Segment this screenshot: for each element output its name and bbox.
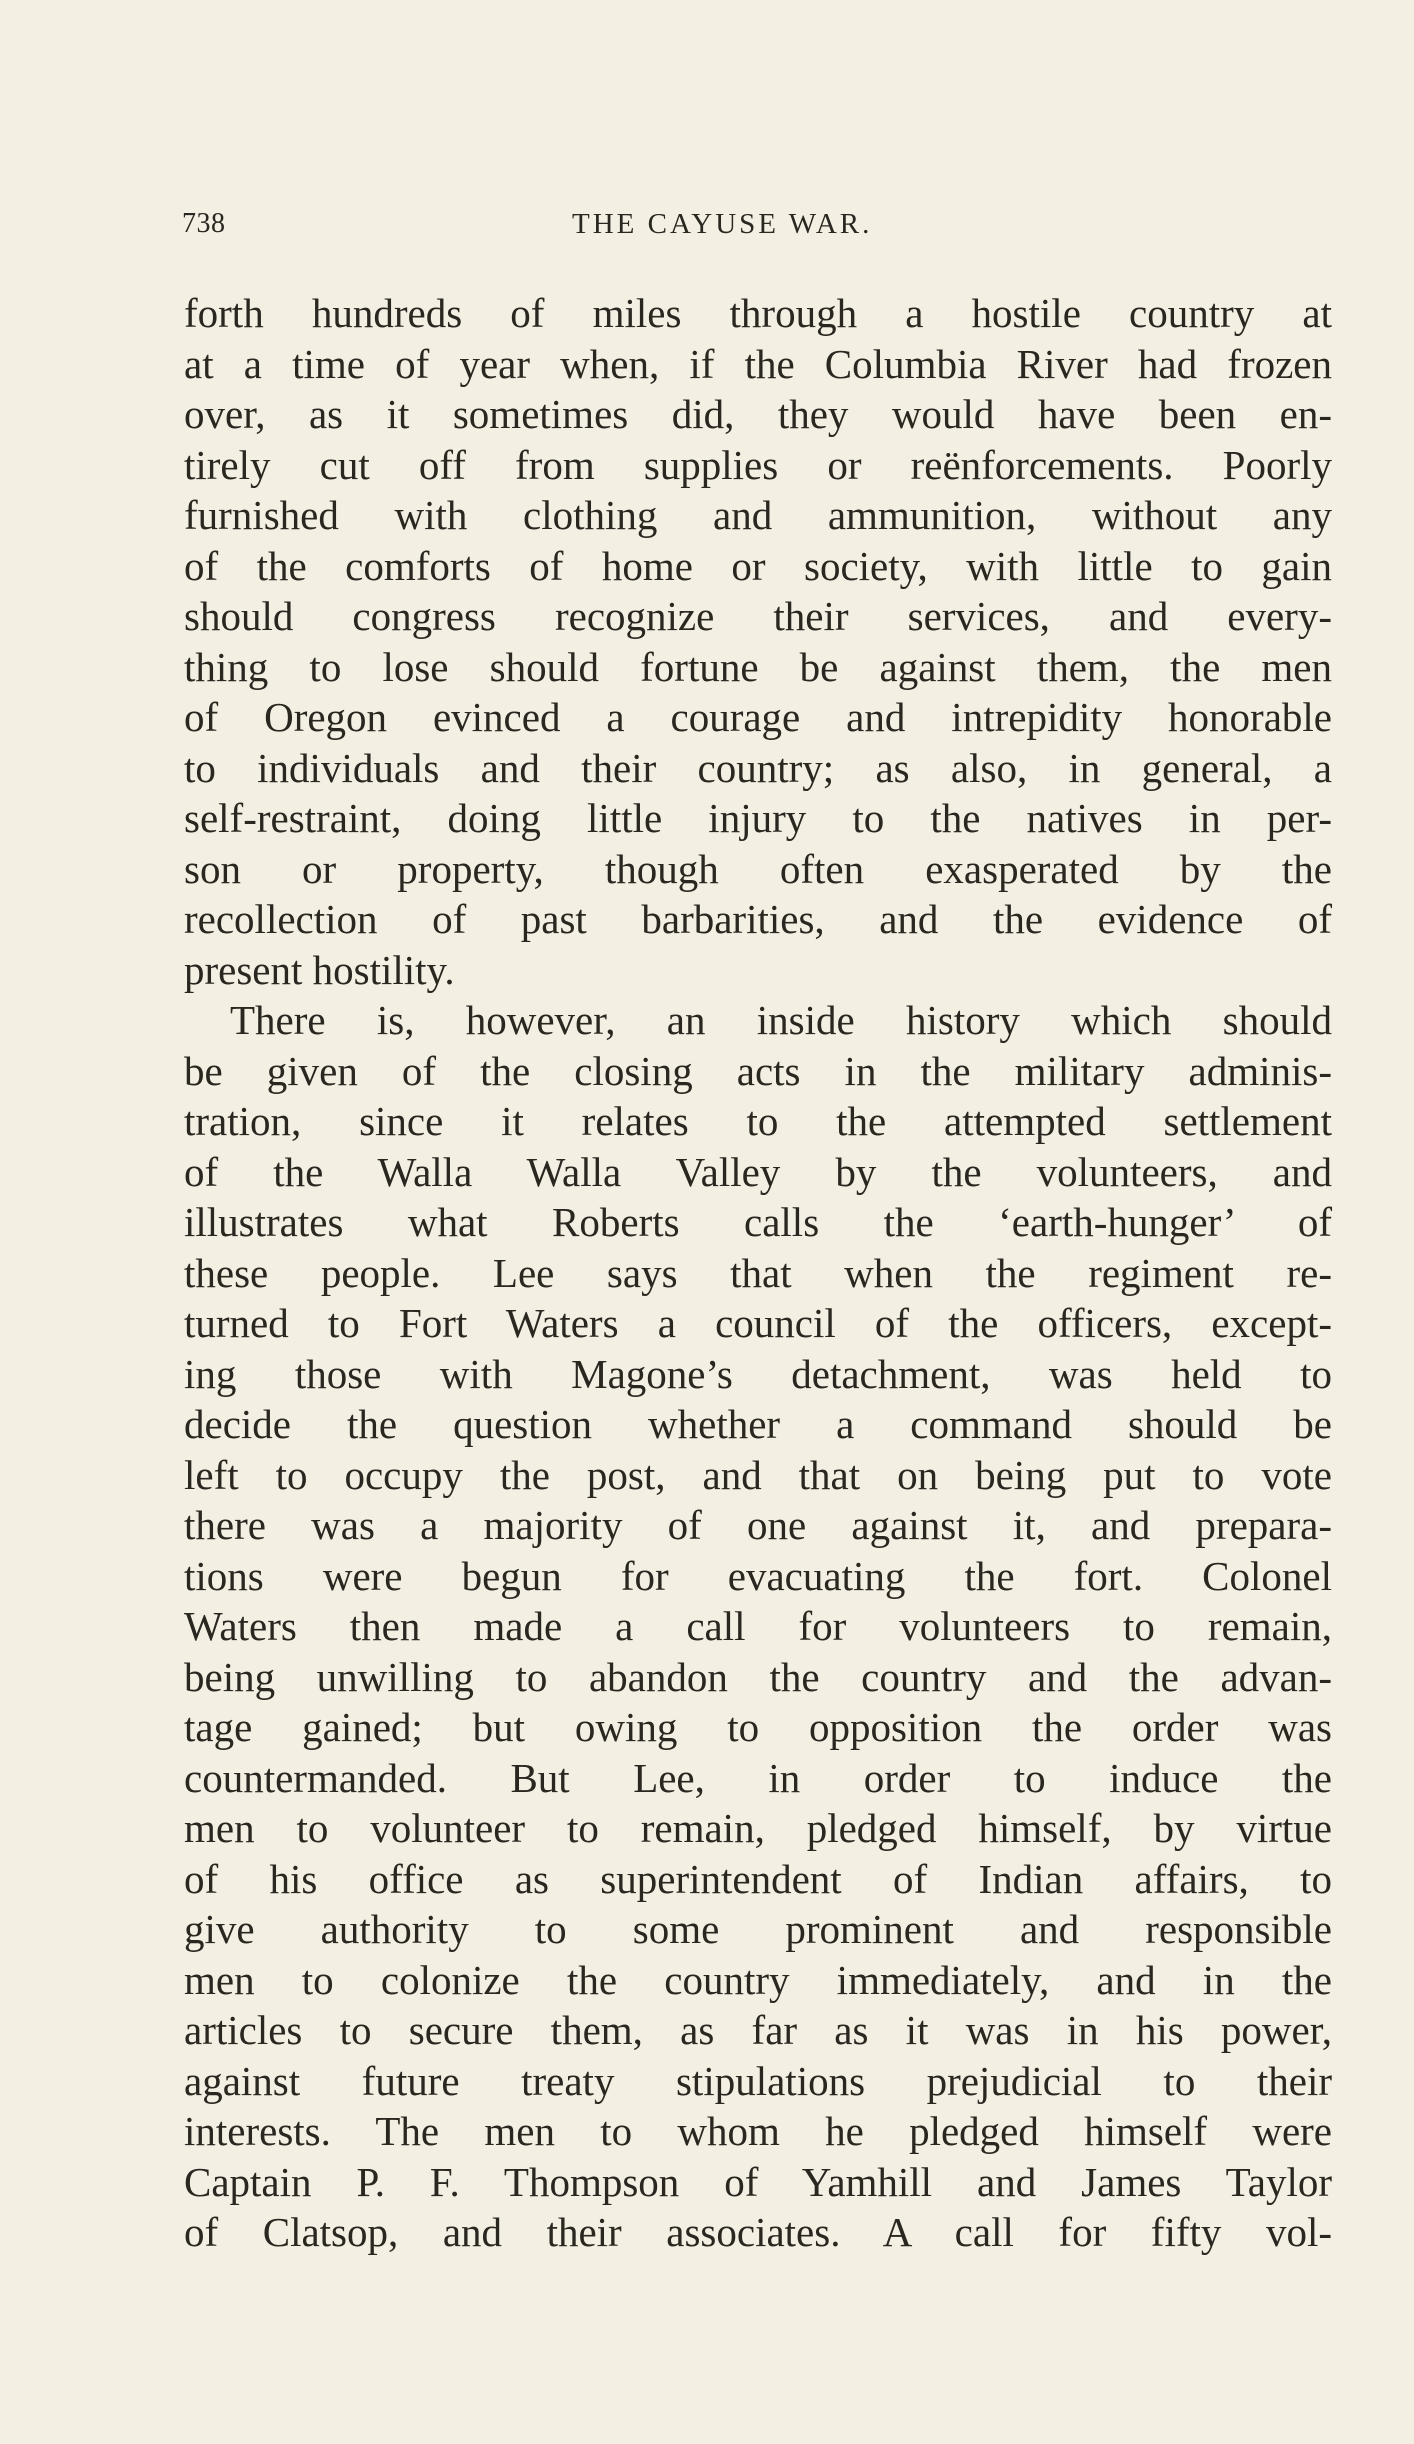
text-line: Waters then made a call for volunteers to remain,: [184, 1603, 1332, 1649]
text-line: over, as it sometimes did, they would have been en-: [184, 391, 1332, 437]
text-line: recollection of past barbarities, and the evidence of: [184, 896, 1332, 942]
text-line: men to volunteer to remain, pledged himself, by virtue: [184, 1805, 1332, 1851]
text-line: of the comforts of home or society, with little to gain: [184, 542, 1332, 589]
text-line: tirely cut off from supplies or reënforcements. Poorly: [184, 441, 1332, 488]
text-line: be given of the closing acts in the military adminis-: [184, 1047, 1332, 1094]
text-line: to individuals and their country; as also, in general, a: [184, 744, 1332, 791]
text-line: men to colonize the country immediately, and in the: [184, 1956, 1332, 2003]
text-line: self-restraint, doing little injury to the natives in per-: [184, 795, 1332, 841]
text-line: interests. The men to whom he pledged himself were: [184, 2108, 1332, 2154]
text-line: turned to Fort Waters a council of the officers, except-: [184, 1300, 1332, 1346]
page-header: [182, 208, 1332, 248]
text-line: against future treaty stipulations prejudicial to their: [184, 2057, 1332, 2104]
text-line: thing to lose should fortune be against them, the men: [184, 643, 1332, 690]
text-line: of the Walla Walla Valley by the volunteers, and: [184, 1148, 1332, 1195]
text-line: left to occupy the post, and that on being put to vote: [184, 1451, 1332, 1498]
text-line: there was a majority of one against it, and prepara-: [184, 1502, 1332, 1548]
text-line: being unwilling to abandon the country and the advan-: [184, 1653, 1332, 1700]
text-line: tration, since it relates to the attempted settlement: [184, 1098, 1332, 1144]
text-line: tage gained; but owing to opposition the order was: [184, 1704, 1332, 1750]
text-line: Captain P. F. Thompson of Yamhill and James Taylor: [184, 2158, 1332, 2205]
text-line: of Clatsop, and their associates. A call for fifty vol-: [184, 2209, 1332, 2255]
text-line: of Oregon evinced a courage and intrepidity honorable: [184, 694, 1332, 740]
text-line: illustrates what Roberts calls the ‘earth-hunger’ of: [184, 1199, 1332, 1245]
text-line: should congress recognize their services, and every-: [184, 593, 1332, 639]
text-line: ing those with Magone’s detachment, was held to: [184, 1350, 1332, 1397]
body-text: [184, 288, 1332, 2258]
text-line: decide the question whether a command should be: [184, 1401, 1332, 1447]
text-line: countermanded. But Lee, in order to induce the: [184, 1754, 1332, 1801]
text-line: articles to secure them, as far as it was in his power,: [184, 2007, 1332, 2053]
text-line: furnished with clothing and ammunition, without any: [184, 492, 1332, 538]
paragraph-start-line: There is, however, an inside history which should: [230, 997, 1332, 1043]
page-number: 738: [182, 208, 226, 239]
text-line: at a time of year when, if the Columbia River had frozen: [184, 340, 1332, 387]
text-line: forth hundreds of miles through a hostile country at: [184, 290, 1332, 336]
running-head: THE CAYUSE WAR.: [572, 208, 873, 240]
text-line: tions were begun for evacuating the fort. Colonel: [184, 1552, 1332, 1599]
text-line: these people. Lee says that when the regiment re-: [184, 1249, 1332, 1296]
text-line: son or property, though often exasperated by the: [184, 845, 1332, 892]
paragraph-end-line: present hostility.: [184, 946, 455, 993]
text-line: of his office as superintendent of Indian affairs, to: [184, 1855, 1332, 1902]
text-line: give authority to some prominent and responsible: [184, 1906, 1332, 1952]
